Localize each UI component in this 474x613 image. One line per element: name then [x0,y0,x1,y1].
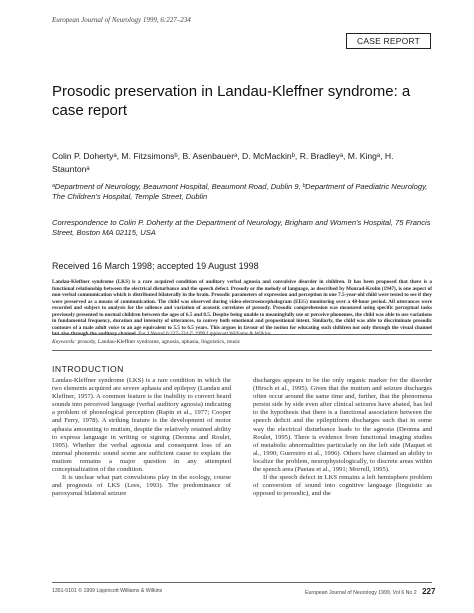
right-column [253,377,432,498]
author-list: Colin P. Dohertyᵃ, M. Fitzsimonsᵇ, B. Asenbauerᵃ, D. McMackinᵇ, R. Bradleyᵃ, M. Kingᵃ, H. Stauntonᵃ [52,151,394,174]
divider-bottom [52,350,432,351]
correspondence: Correspondence to Colin P. Doherty at the Department of Neurology, Brigham and Women's Hospital, 75 Francis Street, Boston MA 02115, USA [52,218,431,238]
journal-header: European Journal of Neurology 1999, 6:227–234 [52,16,191,24]
article-title: Prosodic preservation in Landau-Kleffner syndrome: a case report [52,83,411,119]
left-paragraph-2: It is unclear what part convulsions play in the ecology, course and prognosis of LKS (Lees, 1993). The predominance of paroxysmal bilateral seizure [52,474,231,498]
right-paragraph-2: If the speech defect in LKS remains a left hemisphere problem of conversion of sound into cognitive language (linguistic as opposed to prosodic), and the [253,474,432,498]
received-accepted-dates: Received 16 March 1998; accepted 19 August 1998 [52,261,259,271]
affiliations: ᵃDepartment of Neurology, Beaumont Hospital, Beaumont Road, Dublin 9, ᵇDepartment of Paediatric Neurology, The Children's Hospital, Temple Street, Dublin [52,182,428,202]
footer-journal-text: European Journal of Neurology 1999, Vol 6 No 2 [305,590,417,596]
abstract-text: Landau-Kleffner syndrome (LKS) is a rare acquired condition of auditory verbal agnosia and convulsive disorder in children. It has been proposed that there is a functional relationship between the electrical disturbance and the speech defect. Prosody or the melody of language, as described by Monrad-Krohn (1947), is one aspect of non-verbal communication which is distributed bilaterally in the brain. Prosodic parameters of expression and perception in one 7.5-year-old child were tested to see if they were preserved as a means of communication. The child was observed during video-electroencephalogram (EEG) monitoring over a 48-hour period. All utterances were recorded and subject to analysis for the salience and variation of acoustic correlates of prosody. Prosodic comprehension was measured using specific perceptual tasks previously presented to normal children between the ages of 6.5 and 8.5. Despite being unable to meaningfully use or perceive phonemes, the child was able to use variations in fundamental frequency, duration and intensity of utterances, to convey both emotional and propositional intent. Similarly, the child was able to discriminate prosodic contours of a male adult voice to an age equivalent to 5.5 to 6.5 years. This argues in favour of the notion for educating such children not only through the visual channel but also through the auditory channel. [52,279,432,337]
footer-rule [52,582,432,583]
footer-journal [305,587,435,596]
left-paragraph-1: Landau-Kleffner syndrome (LKS) is a rare condition in which the two elements acquired are severe aphasia and epilepsy (Landau and Kleffner, 1957). A common feature is the inability to convert heard sounds into perceived language (verbal auditory agnosia) indicating a problem of phonological perception (Rapin et al., 1977; Cooper and Ferry, 1978). A striking feature is the development of motor aphasia amounting to mutism, despite the relatively retained ability to express language in writing or signing (Deonna and Roulet, 1995). Whether the verbal agnosia and consequent loss of an internal phonemic sound scene are sufficient cause to explain the mutism remains a major question in any attempted conceptualization of the condition. [52,377,231,474]
divider-top [52,334,432,335]
left-column [52,377,231,498]
abstract [52,279,432,338]
right-paragraph-1: discharges appears to be the only organic marker for the disorder (Hirsch et al., 1995). Given that the mutism and seizure discharges often occur around the same time and, further, that the phenomena persist side by side even after clinical seizures have abated, has led to the hypothesis that there is a functional association between the speech deficit and the epileptiform discharges such that in some way the electrical disturbance leads to the agnosia (Deonna and Roulet, 1995). There is evidence from functional imaging studies of metabolic abnormalities particularly on the left side (Maquet et al., 1990; Guerreiro et al., 1996). Others have claimed an ability to localize the problem, neurophysiologically, to discrete areas within the speech area (Paetau et al., 1991; Morrell, 1995). [253,377,432,474]
intro-heading: INTRODUCTION [52,364,124,374]
abstract-copyright: Eur J Neurol 6:227–234 © 1999 Lippincott Williams & Wilkins [138,331,271,337]
keywords [52,339,432,345]
page-number: 227 [422,587,436,596]
footer-issn: 1351-5101 © 1999 Lippincott Williams & Wilkins [52,588,163,594]
keywords-text: prosody, Landau-Kleffner syndrome, agnosia, aphasia, linguistics, music [77,339,241,345]
keywords-label: Keywords: [52,339,77,345]
section-label: CASE REPORT [346,33,431,49]
